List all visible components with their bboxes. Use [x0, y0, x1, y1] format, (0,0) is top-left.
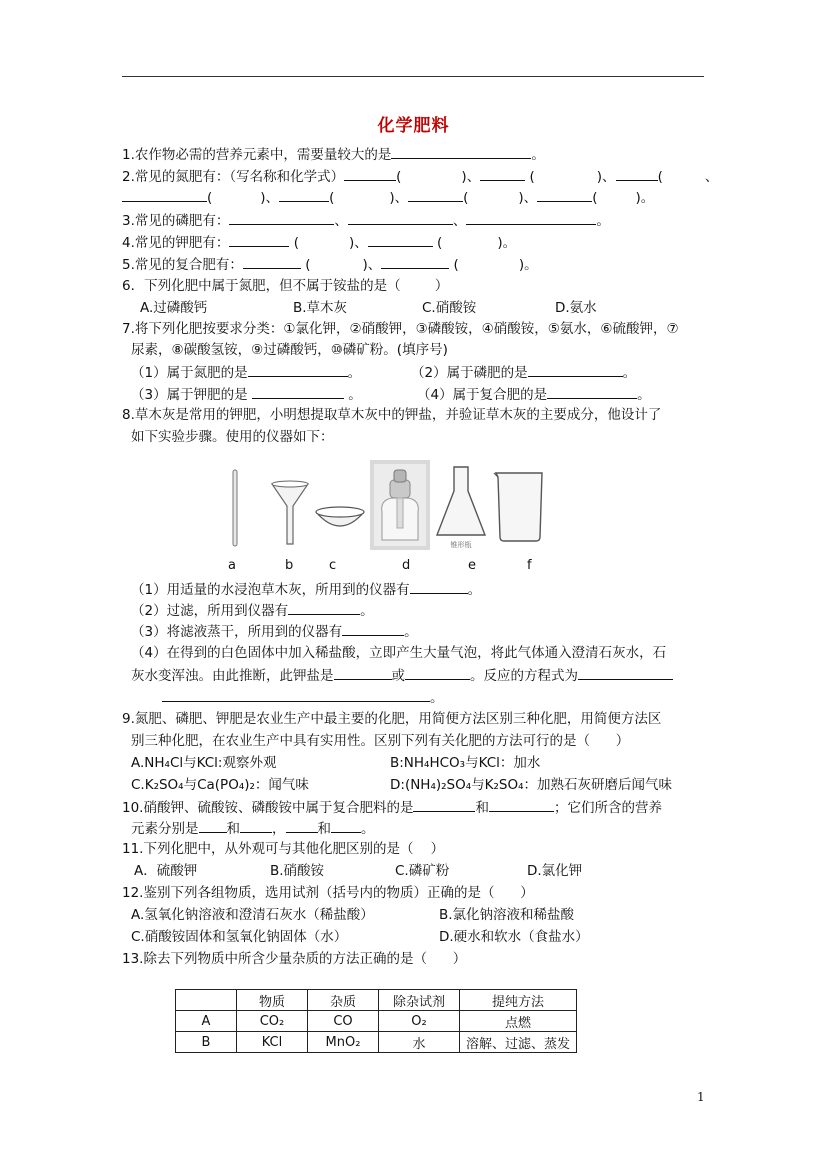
blank[interactable]	[547, 385, 637, 399]
table-header-cell: 杂质	[308, 990, 379, 1011]
label-f: f	[527, 558, 532, 573]
table-header-cell: 提纯方法	[460, 990, 577, 1011]
question-7-part-2: （2）属于磷肥的是 。	[411, 365, 637, 381]
question-4: 4.常见的钾肥有： ( )、 ( )。	[122, 235, 517, 251]
option-d[interactable]: D.氯化钾	[527, 863, 583, 879]
question-12-stem: 12.鉴别下列各组物质，选用试剂（括号内的物质）正确的是（ ）	[122, 885, 534, 901]
table-cell: O₂	[379, 1011, 460, 1032]
table-header-cell	[176, 990, 237, 1011]
blank[interactable]	[331, 819, 361, 833]
option-c[interactable]: C.K₂SO₄与Ca(PO₄)₂：闻气味	[131, 777, 309, 793]
blank[interactable]	[537, 188, 592, 202]
question-8-part-4-line-2: 灰水变浑浊。由此推断，此钾盐是 或 。反应的方程式为	[131, 666, 673, 685]
blank[interactable]	[240, 819, 272, 833]
question-8-line-1: 8.草木灰是常用的钾肥，小明想提取草木灰中的钾盐，并验证草木灰的主要成分，他设计了	[122, 407, 662, 423]
option-a[interactable]: A.NH₄Cl与KCl:观察外观	[131, 755, 277, 771]
table-cell: 水	[379, 1032, 460, 1053]
question-10-line-1: 10.硝酸钾、硫酸铵、磷酸铵中属于复合肥料的是 和 ；它们所含的营养	[122, 800, 662, 816]
impurity-table	[175, 989, 577, 1053]
blank[interactable]	[348, 211, 453, 225]
question-11-stem: 11.下列化肥中，从外观可与其他化肥区别的是（ ）	[122, 841, 445, 857]
option-a[interactable]: A．硫酸钾	[134, 863, 198, 879]
blank[interactable]	[286, 819, 318, 833]
option-c[interactable]: C.硝酸铵	[422, 300, 477, 316]
blank[interactable]	[248, 363, 348, 377]
blank[interactable]	[413, 798, 475, 812]
question-7-part-4: （4）属于复合肥的是 。	[417, 387, 651, 403]
blank[interactable]	[528, 363, 623, 377]
table-row	[176, 1032, 577, 1053]
header-rule	[122, 76, 704, 77]
option-b[interactable]: B.氯化钠溶液和稀盐酸	[439, 907, 575, 923]
table-cell: KCl	[237, 1032, 308, 1053]
blank[interactable]	[199, 819, 227, 833]
blank[interactable]	[489, 798, 554, 812]
question-7-part-1: （1）属于氮肥的是 。	[131, 365, 362, 381]
question-8-part-3: （3）将滤液蒸干，所用到的仪器有 。	[131, 624, 418, 640]
option-a[interactable]: A.氢氧化钠溶液和澄清石灰水（稀盐酸）	[131, 907, 374, 923]
table-row	[176, 1011, 577, 1032]
table-header-row	[176, 990, 577, 1011]
question-8-part-2: （2）过滤，所用到仪器有 。	[131, 603, 374, 619]
evaporating-dish-icon	[310, 500, 370, 535]
table-header-cell: 除杂试剂	[379, 990, 460, 1011]
funnel-icon	[270, 478, 310, 548]
blank[interactable]	[334, 666, 392, 680]
blank[interactable]	[578, 666, 673, 680]
question-13-stem: 13.除去下列物质中所含少量杂质的方法正确的是（ ）	[122, 951, 467, 967]
option-b[interactable]: B:NH₄HCO₃与KCl：加水	[390, 755, 541, 771]
question-7-line-1: 7.将下列化肥按要求分类：①氯化钾，②硝酸钾，③磷酸铵，④硝酸铵，⑤氨水，⑥硫酸钾，⑦	[122, 321, 679, 337]
question-2-line-1: 2.常见的氮肥有：（写名称和化学式） ( )、 ( )、 ( 、	[122, 169, 719, 185]
beaker-icon	[492, 465, 548, 545]
blank[interactable]	[279, 188, 329, 202]
glass-rod-icon	[225, 468, 245, 548]
question-3: 3.常见的磷肥有： 、 、 。	[122, 213, 610, 229]
conical-flask-icon	[435, 463, 487, 551]
table-cell: B	[176, 1032, 237, 1053]
question-9-line-1: 9.氮肥、磷肥、钾肥是农业生产中最主要的化肥，用简便方法区别三种化肥，用简便方法区	[122, 711, 662, 727]
blank[interactable]	[243, 255, 301, 269]
question-6-stem: 6．下列化肥中属于氮肥，但不属于铵盐的是（ ）	[122, 278, 449, 294]
blank[interactable]	[229, 233, 289, 247]
table-cell: MnO₂	[308, 1032, 379, 1053]
question-9-line-2: 别三种化肥，在农业生产中具有实用性。区别下列有关化肥的方法可行的是（ ）	[131, 733, 630, 749]
table-cell: CO	[308, 1011, 379, 1032]
blank[interactable]	[344, 167, 396, 181]
label-e: e	[468, 558, 476, 573]
question-8-part-4-line-3: 。	[162, 688, 444, 707]
blank[interactable]	[408, 188, 463, 202]
blank[interactable]	[288, 601, 360, 615]
option-b[interactable]: B.草木灰	[293, 300, 348, 316]
label-b: b	[285, 558, 294, 573]
option-d[interactable]: D.硬水和软水（食盐水）	[439, 929, 589, 945]
question-8-line-2: 如下实验步骤。使用的仪器如下：	[131, 429, 334, 445]
option-b[interactable]: B.硝酸铵	[270, 863, 325, 879]
option-c[interactable]: C.磷矿粉	[395, 863, 450, 879]
table-cell: A	[176, 1011, 237, 1032]
blank[interactable]	[122, 188, 207, 202]
question-2-line-2: ( )、 ( )、 ( )、 ( )。	[122, 188, 654, 207]
question-8-part-1: （1）用适量的水浸泡草木灰，所用到的仪器有 。	[131, 582, 482, 598]
alcohol-lamp-icon	[370, 460, 430, 550]
question-1: 1.农作物必需的营养元素中，需要量较大的是 。	[122, 147, 545, 163]
question-7-part-3: （3）属于钾肥的是 。	[131, 387, 362, 403]
label-a: a	[228, 558, 236, 573]
blank[interactable]	[480, 167, 525, 181]
blank[interactable]	[391, 145, 531, 159]
blank[interactable]	[229, 211, 334, 225]
blank[interactable]	[342, 622, 404, 636]
table-cell: 溶解、过滤、蒸发	[460, 1032, 577, 1053]
blank[interactable]	[252, 385, 344, 399]
blank[interactable]	[162, 688, 430, 702]
label-c: c	[329, 558, 337, 573]
option-c[interactable]: C.硝酸铵固体和氢氧化钠固体（水）	[131, 929, 348, 945]
flask-caption: 锥形瓶	[450, 541, 472, 549]
blank[interactable]	[410, 580, 468, 594]
question-5: 5.常见的复合肥有： ( )、 ( )。	[122, 257, 538, 273]
table-cell: 点燃	[460, 1011, 577, 1032]
blank[interactable]	[368, 233, 433, 247]
blank[interactable]	[381, 255, 449, 269]
option-d[interactable]: D.氨水	[555, 300, 597, 316]
blank[interactable]	[405, 666, 470, 680]
option-d[interactable]: D:(NH₄)₂SO₄与K₂SO₄：加熟石灰研磨后闻气味	[390, 777, 673, 793]
label-d: d	[402, 558, 411, 573]
question-7-line-2: 尿素，⑧碳酸氢铵，⑨过磷酸钙，⑩磷矿粉。(填序号)	[131, 342, 448, 358]
page-number: 1	[697, 1090, 705, 1104]
table-cell: CO₂	[237, 1011, 308, 1032]
question-10-line-2: 元素分别是 和 ， 和 。	[131, 821, 375, 837]
question-8-part-4-line-1: （4）在得到的白色固体中加入稀盐酸，立即产生大量气泡，将此气体通入澄清石灰水，石	[131, 645, 667, 661]
option-a[interactable]: A.过磷酸钙	[140, 300, 208, 316]
blank[interactable]	[616, 167, 658, 181]
table-header-cell: 物质	[237, 990, 308, 1011]
page-title: 化学肥料	[377, 116, 450, 136]
blank[interactable]	[466, 211, 596, 225]
